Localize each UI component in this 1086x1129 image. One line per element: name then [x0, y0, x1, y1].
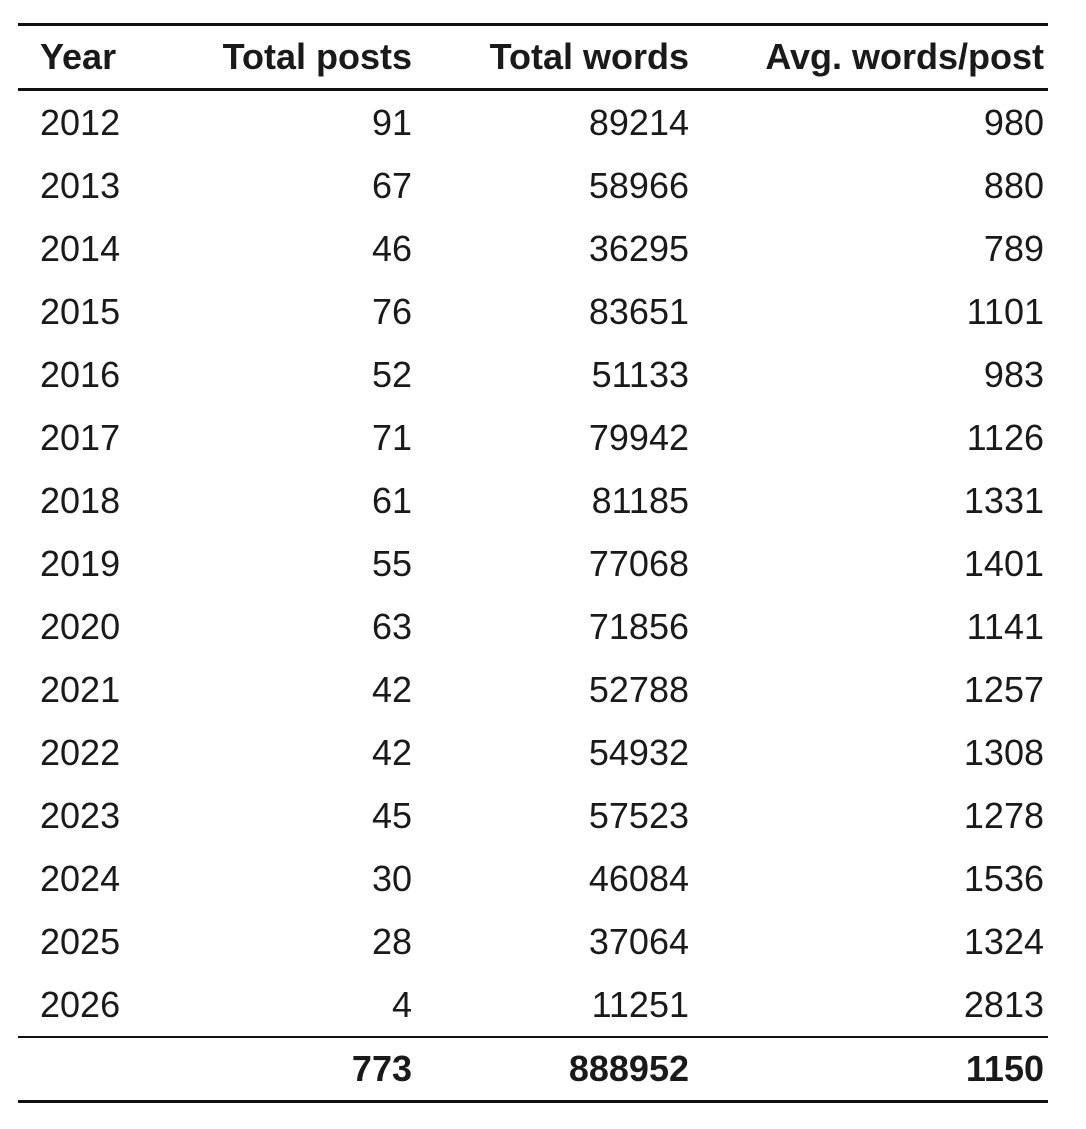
avg-cell: 1308: [963, 731, 1044, 773]
year-cell: 2021: [40, 668, 121, 710]
year-cell: 2012: [40, 101, 121, 143]
table-row: [18, 910, 1048, 973]
words-cell: 71856: [588, 605, 689, 647]
table-row: [18, 847, 1048, 910]
words-cell: 57523: [588, 794, 689, 836]
posts-cell: 4: [391, 983, 412, 1025]
table-row: [18, 90, 1048, 155]
posts-cell: 67: [371, 164, 412, 206]
words-cell: 58966: [588, 164, 689, 206]
posts-cell: 71: [371, 416, 412, 458]
posts-cell: 28: [371, 920, 412, 962]
year-cell: 2020: [40, 605, 121, 647]
posts-cell: 55: [371, 542, 412, 584]
table-row: [18, 532, 1048, 595]
avg-cell: 983: [983, 353, 1044, 395]
posts-cell: 30: [371, 857, 412, 899]
words-cell: 11251: [591, 983, 689, 1025]
posts-cell: 52: [371, 353, 412, 395]
header-total-words: Total words: [489, 36, 689, 77]
blog-stats-table-container: [18, 23, 1048, 1103]
year-cell: 2014: [40, 227, 121, 269]
avg-cell: 980: [983, 101, 1044, 143]
words-cell: 52788: [588, 668, 689, 710]
posts-cell: 76: [371, 290, 412, 332]
table-row: [18, 280, 1048, 343]
table-row: [18, 721, 1048, 784]
table-row: [18, 658, 1048, 721]
words-cell: 77068: [588, 542, 689, 584]
totals-row: [18, 1037, 1048, 1102]
year-cell: 2015: [40, 290, 121, 332]
year-cell: 2024: [40, 857, 121, 899]
words-cell: 36295: [588, 227, 689, 269]
totals-words-cell: 888952: [568, 1048, 689, 1089]
posts-cell: 61: [371, 479, 412, 521]
table-footer: [18, 1037, 1048, 1102]
totals-posts-cell: 773: [351, 1048, 412, 1089]
posts-cell: 46: [371, 227, 412, 269]
avg-cell: 1101: [966, 290, 1044, 332]
year-cell: 2023: [40, 794, 121, 836]
table-row: [18, 217, 1048, 280]
year-cell: 2025: [40, 920, 121, 962]
year-cell: 2016: [40, 353, 121, 395]
header-avg-words-per-post: Avg. words/post: [765, 36, 1044, 77]
words-cell: 54932: [588, 731, 689, 773]
table-row: [18, 343, 1048, 406]
posts-cell: 91: [371, 101, 412, 143]
table-row: [18, 406, 1048, 469]
posts-cell: 45: [371, 794, 412, 836]
table-body: [18, 90, 1048, 1038]
avg-cell: 2813: [963, 983, 1044, 1025]
table-row: [18, 469, 1048, 532]
words-cell: 81185: [591, 479, 689, 521]
words-cell: 46084: [588, 857, 689, 899]
words-cell: 37064: [588, 920, 689, 962]
avg-cell: 1141: [966, 605, 1044, 647]
totals-year-cell: [18, 1037, 208, 1102]
year-cell: 2018: [40, 479, 121, 521]
header-row: [18, 25, 1048, 90]
avg-cell: 880: [983, 164, 1044, 206]
posts-cell: 63: [371, 605, 412, 647]
avg-cell: 1324: [963, 920, 1044, 962]
year-cell: 2013: [40, 164, 121, 206]
table-row: [18, 973, 1048, 1037]
table-row: [18, 595, 1048, 658]
avg-cell: 1278: [963, 794, 1044, 836]
words-cell: 89214: [588, 101, 689, 143]
year-cell: 2026: [40, 983, 121, 1025]
blog-stats-table: [18, 23, 1048, 1103]
words-cell: 83651: [588, 290, 689, 332]
avg-cell: 1257: [963, 668, 1044, 710]
avg-cell: 789: [983, 227, 1044, 269]
year-cell: 2022: [40, 731, 121, 773]
header-total-posts: Total posts: [222, 36, 412, 77]
header-year: Year: [40, 36, 117, 77]
totals-avg-cell: 1150: [965, 1048, 1044, 1089]
table-row: [18, 784, 1048, 847]
table-row: [18, 154, 1048, 217]
posts-cell: 42: [371, 731, 412, 773]
avg-cell: 1331: [963, 479, 1044, 521]
year-cell: 2019: [40, 542, 121, 584]
year-cell: 2017: [40, 416, 121, 458]
avg-cell: 1401: [963, 542, 1044, 584]
posts-cell: 42: [371, 668, 412, 710]
avg-cell: 1126: [966, 416, 1044, 458]
words-cell: 79942: [588, 416, 689, 458]
table-header: [18, 25, 1048, 90]
words-cell: 51133: [591, 353, 689, 395]
avg-cell: 1536: [963, 857, 1044, 899]
